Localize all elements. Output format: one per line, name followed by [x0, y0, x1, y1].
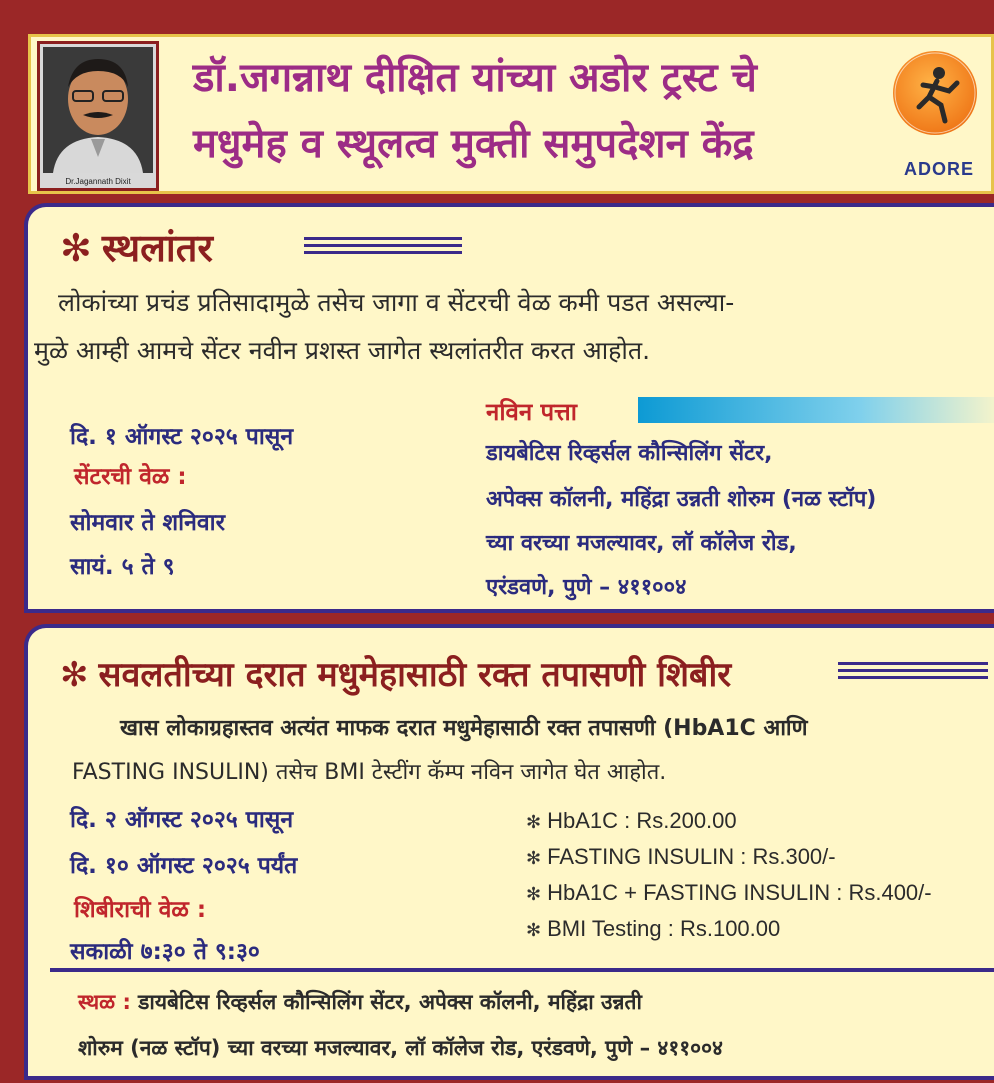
venue-line-1 — [78, 988, 642, 1016]
relocation-heading — [60, 221, 213, 273]
star-bullet-icon: ✻ — [526, 812, 542, 832]
price-item-text: FASTING INSULIN : Rs.300/- — [547, 844, 836, 869]
camp-heading-text: सवलतीच्या दरात मधुमेहासाठी रक्त तपासणी शिबीर — [98, 655, 732, 695]
star-bullet-icon: ✻ — [60, 655, 89, 695]
doctor-portrait-icon — [43, 47, 153, 173]
header-title-line-1: डॉ.जगन्नाथ दीक्षित यांच्या अडोर ट्रस्ट चे — [193, 55, 757, 101]
center-timing-label: सेंटरची वेळ : — [74, 464, 187, 490]
doctor-photo — [43, 47, 153, 173]
header-banner — [28, 34, 994, 194]
star-bullet-icon: ✻ — [526, 920, 542, 940]
relocation-paragraph-line-1: लोकांच्या प्रचंड प्रतिसादामुळे तसेच जागा व सेंटरची वेळ कमी पडत असल्या- — [58, 288, 735, 317]
relocation-start-date: दि. १ ऑगस्ट २०२५ पासून — [70, 424, 294, 450]
doctor-photo-caption: Dr.Jagannath Dixit — [65, 177, 131, 186]
heading-underline-decoration — [304, 237, 462, 265]
camp-heading — [60, 650, 731, 696]
price-item — [526, 880, 932, 906]
price-item — [526, 844, 836, 870]
camp-hours: सकाळी ७:३० ते ९:३० — [70, 939, 260, 965]
new-address-label: नविन पत्ता — [486, 398, 577, 426]
camp-start-date: दि. २ ऑगस्ट २०२५ पासून — [70, 807, 294, 833]
adore-logo-label: ADORE — [903, 159, 974, 179]
camp-panel — [24, 624, 994, 1080]
price-item-text: HbA1C + FASTING INSULIN : Rs.400/- — [547, 880, 932, 905]
star-bullet-icon: ✻ — [60, 226, 92, 270]
header-title-line-2: मधुमेह व स्थूलत्व मुक्ती समुपदेशन केंद्र — [193, 121, 754, 167]
camp-paragraph-line-2: FASTING INSULIN) तसेच BMI टेस्टींग कॅम्प नविन जागेत घेत आहोत. — [72, 760, 667, 785]
address-line-3: च्या वरच्या मजल्यावर, लॉ कॉलेज रोड, — [486, 531, 797, 556]
address-line-1: डायबेटिस रिव्हर्सल कौन्सिलिंग सेंटर, — [486, 441, 773, 466]
camp-paragraph-line-1: खास लोकाग्रहास्तव अत्यंत माफक दरात मधुमेहासाठी रक्त तपासणी (HbA1C आणि — [120, 716, 808, 741]
relocation-paragraph-line-2: मुळे आम्ही आमचे सेंटर नवीन प्रशस्त जागेत स्थलांतरीत करत आहोत. — [34, 336, 651, 365]
center-hours: सायं. ५ ते ९ — [70, 554, 175, 580]
camp-timing-label: शिबीराची वेळ : — [74, 897, 207, 923]
address-label-gradient-bar — [638, 397, 994, 423]
relocation-panel — [24, 203, 994, 613]
address-line-2: अपेक्स कॉलनी, महिंद्रा उन्नती शोरुम (नळ स्टॉप) — [486, 487, 877, 512]
camp-end-date: दि. १० ऑगस्ट २०२५ पर्यंत — [70, 853, 298, 879]
relocation-heading-text: स्थलांतर — [101, 226, 213, 270]
venue-label: स्थळ : — [78, 990, 131, 1014]
venue-line-1-text: डायबेटिस रिव्हर्सल कौन्सिलिंग सेंटर, अपेक्स कॉलनी, महिंद्रा उन्नती — [138, 990, 642, 1014]
star-bullet-icon: ✻ — [526, 848, 542, 868]
venue-divider — [50, 968, 994, 972]
price-item — [526, 808, 737, 834]
price-item — [526, 916, 780, 942]
address-line-4: एरंडवणे, पुणे – ४११००४ — [486, 575, 687, 600]
star-bullet-icon: ✻ — [526, 884, 542, 904]
running-figure-icon — [893, 51, 977, 135]
doctor-photo-frame — [37, 41, 159, 191]
center-days: सोमवार ते शनिवार — [70, 510, 226, 536]
adore-logo — [889, 43, 989, 183]
price-item-text: HbA1C : Rs.200.00 — [547, 808, 737, 833]
heading-underline-decoration — [838, 662, 988, 690]
price-item-text: BMI Testing : Rs.100.00 — [547, 916, 781, 941]
venue-line-2: शोरुम (नळ स्टॉप) च्या वरच्या मजल्यावर, लॉ कॉलेज रोड, एरंडवणे, पुणे – ४११००४ — [78, 1036, 723, 1060]
